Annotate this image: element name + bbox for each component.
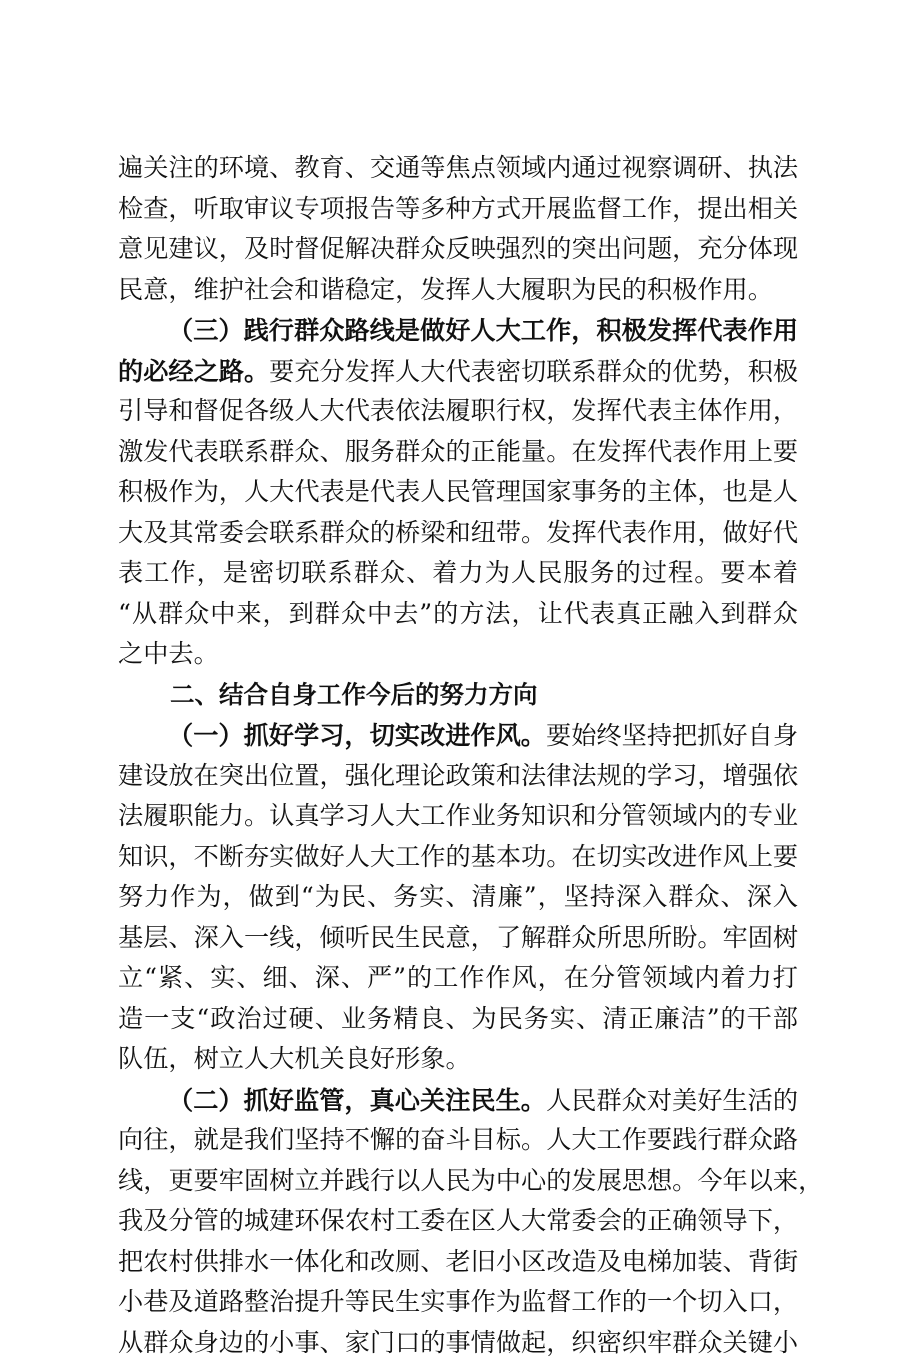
text-line — [118, 715, 798, 756]
text-line: 努力作为，做到“为民、务实、清廉”，坚持深入群众、深入 — [118, 877, 798, 918]
text-line: 之中去。 — [118, 634, 798, 675]
text-line: “从群众中来，到群众中去”的方法，让代表真正融入到群众 — [118, 594, 798, 635]
text-line: 检查，听取审议专项报告等多种方式开展监督工作，提出相关 — [118, 189, 798, 230]
text-line: 建设放在突出位置，强化理论政策和法律法规的学习，增强依 — [118, 756, 798, 797]
text-line: 线，更要牢固树立并践行以人民为中心的发展思想。今年以来， — [118, 1161, 798, 1202]
text-line: 表工作，是密切联系群众、着力为人民服务的过程。要本着 — [118, 553, 798, 594]
text-line: 积极作为，人大代表是代表人民管理国家事务的主体，也是人 — [118, 472, 798, 513]
text-line: 知识，不断夯实做好人大工作的基本功。在切实改进作风上要 — [118, 837, 798, 878]
text-line: 从群众身边的小事、家门口的事情做起，织密织牢群众关键小 — [118, 1323, 798, 1363]
text-line — [118, 351, 798, 392]
text-line: 激发代表联系群众、服务群众的正能量。在发挥代表作用上要 — [118, 432, 798, 473]
text-line — [118, 1080, 798, 1121]
text-line: 把农村供排水一体化和改厕、老旧小区改造及电梯加装、背街 — [118, 1242, 798, 1283]
subsection-heading-1: （一）抓好学习，切实改进作风。 — [168, 720, 546, 750]
text-line: 基层、深入一线，倾听民生民意，了解群众所思所盼。牢固树 — [118, 918, 798, 959]
text-line: 民意，维护社会和谐稳定，发挥人大履职为民的积极作用。 — [118, 270, 798, 311]
subsection-heading-2: （二）抓好监管，真心关注民生。 — [168, 1085, 546, 1115]
document-body — [118, 148, 798, 1363]
text-line: 队伍，树立人大机关良好形象。 — [118, 1039, 798, 1080]
section-heading-3-end: 的必经之路。 — [118, 356, 269, 386]
text-line: 造一支“政治过硬、业务精良、为民务实、清正廉洁”的干部 — [118, 999, 798, 1040]
text-line: 引导和督促各级人大代表依法履职行权，发挥代表主体作用， — [118, 391, 798, 432]
text-line: 小巷及道路整治提升等民生实事作为监督工作的一个切入口， — [118, 1282, 798, 1323]
section-heading-2: 二、结合自身工作今后的努力方向 — [118, 675, 798, 716]
text-line: 意见建议，及时督促解决群众反映强烈的突出问题，充分体现 — [118, 229, 798, 270]
section-heading-3: （三）践行群众路线是做好人大工作，积极发挥代表作用 — [118, 310, 798, 351]
text-line: 我及分管的城建环保农村工委在区人大常委会的正确领导下， — [118, 1201, 798, 1242]
text-line: 向往，就是我们坚持不懈的奋斗目标。人大工作要践行群众路 — [118, 1120, 798, 1161]
text-span: 要充分发挥人大代表密切联系群众的优势，积极 — [269, 357, 798, 386]
text-span: 要始终坚持把抓好自身 — [546, 721, 798, 750]
text-span: 人民群众对美好生活的 — [546, 1086, 798, 1115]
text-line: 法履职能力。认真学习人大工作业务知识和分管领域内的专业 — [118, 796, 798, 837]
text-line: 立“紧、实、细、深、严”的工作作风，在分管领域内着力打 — [118, 958, 798, 999]
text-line: 大及其常委会联系群众的桥梁和纽带。发挥代表作用，做好代 — [118, 513, 798, 554]
text-line: 遍关注的环境、教育、交通等焦点领域内通过视察调研、执法 — [118, 148, 798, 189]
